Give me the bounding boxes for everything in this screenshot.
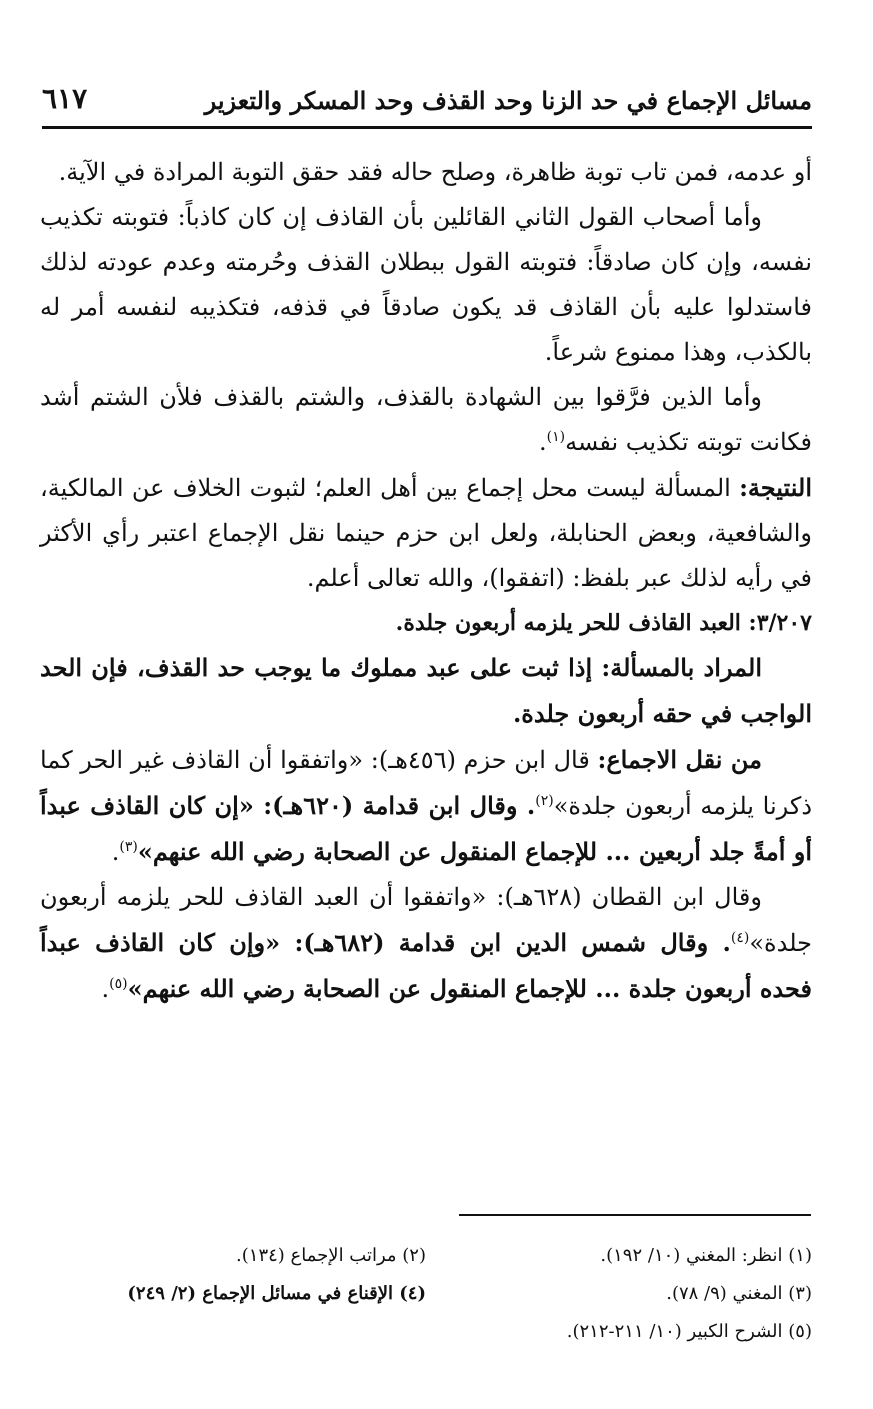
paragraph-3-tail: . (538, 428, 547, 456)
footnote-1: (١) انظر: المغني (١٠/ ١٩٢). (600, 1244, 812, 1266)
paragraph-7-part-2: . وقال شمس الدين ابن قدامة (٦٨٢هـ): «وإن كان القاذف عبداً فحده أربعون جلدة ... للإجماع المنقول عن الصحابة رضي الله عنهم» (40, 928, 812, 1003)
result-label: النتيجة: (739, 473, 812, 502)
footnote-row (40, 1274, 812, 1312)
paragraph-5 (40, 645, 812, 737)
body-text (40, 150, 812, 1012)
paragraph-2-text: وأما أصحاب القول الثاني القائلين بأن القاذف إن كان كاذباً: فتوبته تكذيب نفسه، وإن كان صادقاً: فتوبته القول ببطلان القذف وحُرمته وعدم عودته لذلك فاستدلوا عليه بأن القاذف قد يكون صادقاً في قذفه، فتكذيبه لنفسه أمر له بالكذب، وهذا ممنوع شرعاً. (40, 203, 812, 366)
page-number: ٦١٧ (42, 82, 88, 115)
paragraph-5-text: إذا ثبت على عبد مملوك ما يوجب حد القذف، فإن الحد الواجب في حقه أربعون جلدة. (40, 653, 812, 728)
paragraph-7 (40, 875, 812, 1012)
paragraph-6-tail: . (111, 838, 120, 866)
footnotes (40, 1236, 812, 1350)
paragraph-6 (40, 737, 812, 875)
paragraph-4 (40, 465, 812, 601)
page-header (42, 78, 812, 126)
footnote-ref-1[interactable]: (١) (546, 429, 566, 445)
paragraph-7-part-1: وقال ابن القطان (٦٢٨هـ): «واتفقوا أن العبد القاذف للحر يلزمه أربعون جلدة» (40, 883, 812, 957)
paragraph-6-part-2: . وقال ابن قدامة (٦٢٠هـ): «إن كان القاذف عبداً أو أمةً جلد أربعين ... للإجماع المنقول عن الصحابة رضي الله عنهم» (40, 791, 812, 866)
footnote-2: (٢) مراتب الإجماع (١٣٤). (236, 1244, 426, 1266)
header-rule (42, 126, 812, 129)
footnote-ref-4[interactable]: (٤) (730, 930, 750, 946)
running-title: مسائل الإجماع في حد الزنا وحد القذف وحد المسكر والتعزير (204, 86, 812, 115)
paragraph-7-tail: . (101, 975, 110, 1003)
footnote-3: (٣) المغني (٩/ ٧٨). (666, 1282, 812, 1304)
section-heading: ٣/٢٠٧: العبد القاذف للحر يلزمه أربعون جلدة. (395, 610, 812, 636)
footnote-5: (٥) الشرح الكبير (١٠/ ٢١١-٢١٢). (566, 1320, 812, 1342)
paragraph-6-part-1: قال ابن حزم (٤٥٦هـ): «واتفقوا أن القاذف غير الحر كما ذكرنا يلزمه أربعون جلدة» (40, 746, 813, 820)
paragraph-1 (40, 150, 812, 195)
footnote-4: (٤) الإقناع في مسائل الإجماع (٢/ ٢٤٩) (127, 1282, 426, 1304)
footnote-rule (459, 1214, 811, 1216)
footnote-ref-3[interactable]: (٣) (119, 839, 138, 855)
consensus-transmitters-label: من نقل الاجماع: (597, 745, 762, 774)
footnote-ref-5[interactable]: (٥) (109, 976, 128, 992)
footnote-ref-2[interactable]: (٢) (535, 793, 554, 809)
paragraph-1-text: أو عدمه، فمن تاب توبة ظاهرة، وصلح حاله فقد حقق التوبة المرادة في الآية. (58, 158, 812, 186)
paragraph-3 (40, 375, 812, 465)
footnote-row (40, 1312, 812, 1350)
paragraph-2 (40, 195, 812, 375)
issue-meaning-label: المراد بالمسألة: (601, 653, 762, 682)
paragraph-3-text: وأما الذين فرَّقوا بين الشهادة بالقذف، والشتم بالقذف فلأن الشتم أشد فكانت توبته تكذيب نفسه (40, 383, 812, 456)
footnote-row (40, 1236, 812, 1274)
paragraph-4-text: المسألة ليست محل إجماع بين أهل العلم؛ لثبوت الخلاف عن المالكية، والشافعية، وبعض الحنابلة، ولعل ابن حزم حينما نقل الإجماع اعتبر رأي الأكثر في رأيه لذلك عبر بلفظ: (اتفقوا)، والله تعالى أعلم. (40, 474, 812, 592)
